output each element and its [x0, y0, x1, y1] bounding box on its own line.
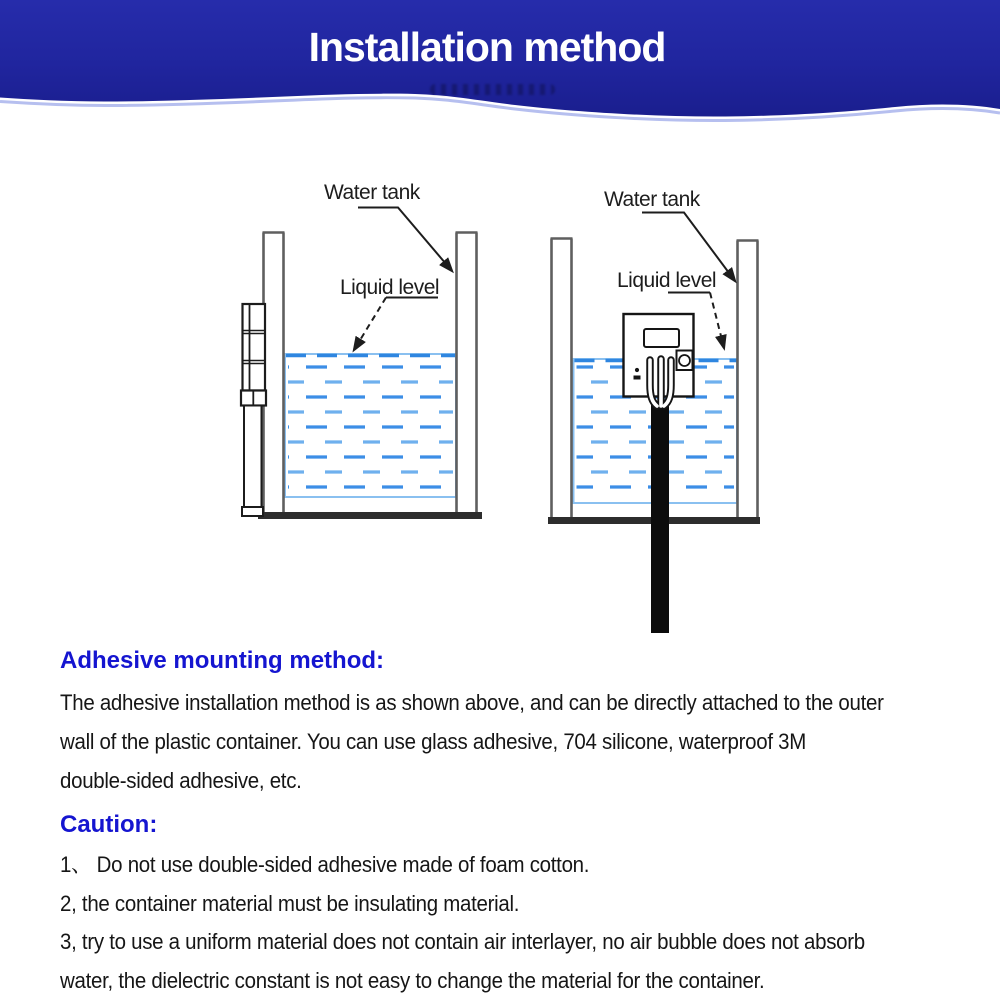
caution-item: [60, 962, 990, 1000]
right-sensor-device: [624, 314, 694, 406]
left-liquid-level-label: Liquid level: [340, 276, 440, 299]
caution-heading: Caution:: [60, 811, 158, 838]
watermark-smudge: [430, 84, 555, 95]
caution-line-4: water, the dielectric constant is not easy to change the material for the container.: [60, 967, 765, 993]
caution-line-2: 2, the container material must be insulating material.: [60, 890, 520, 916]
adhesive-paragraph-line: [60, 761, 990, 800]
caution-item: [60, 923, 990, 962]
left-water-tank-label: Water tank: [324, 181, 420, 204]
description-text: [60, 646, 990, 1000]
caution-item: [60, 885, 990, 924]
left-liquid-level-leader-line: [354, 298, 386, 351]
right-water-tank-label: Water tank: [604, 188, 700, 211]
left-sensor-foot: [242, 507, 263, 516]
left-sensor-strip: [244, 406, 262, 508]
right-liquid-level-leader-line: [710, 293, 724, 349]
left-water: [285, 354, 456, 497]
sensor-button: [679, 355, 690, 366]
sensor-indicator-dash: [634, 376, 641, 380]
right-liquid-level-label: Liquid level: [617, 269, 717, 292]
page-title: Installation method: [308, 24, 666, 70]
left-tank-diagram: [241, 181, 482, 516]
left-water-tank-leader-line: [358, 208, 452, 272]
left-sensor-device: [241, 304, 266, 516]
adhesive-line-1: The adhesive installation method is as shown above, and can be directly attached to the outer: [60, 690, 884, 715]
sensor-display-window: [644, 329, 679, 347]
adhesive-method-heading: Adhesive mounting method:: [60, 647, 384, 674]
adhesive-paragraph-line: [60, 722, 990, 761]
sensor-indicator-dot: [635, 368, 639, 372]
adhesive-line-3: double-sided adhesive, etc.: [60, 768, 302, 793]
caution-line-3: 3, try to use a uniform material does not contain air interlayer, no air bubble does not absorb: [60, 929, 865, 954]
adhesive-line-2: wall of the plastic container. You can use glass adhesive, 704 silicone, waterproof 3M: [60, 729, 807, 754]
caution-item: [60, 846, 990, 885]
installation-diagram: [0, 140, 1000, 640]
sensor-cable: [651, 404, 669, 633]
adhesive-paragraph-line: [60, 683, 990, 722]
right-tank-diagram: [548, 188, 760, 633]
sensor-probe-wires: [650, 359, 671, 406]
header-banner: [0, 0, 1000, 132]
caution-line-1: 1、 Do not use double-sided adhesive made of foam cotton.: [60, 852, 590, 877]
